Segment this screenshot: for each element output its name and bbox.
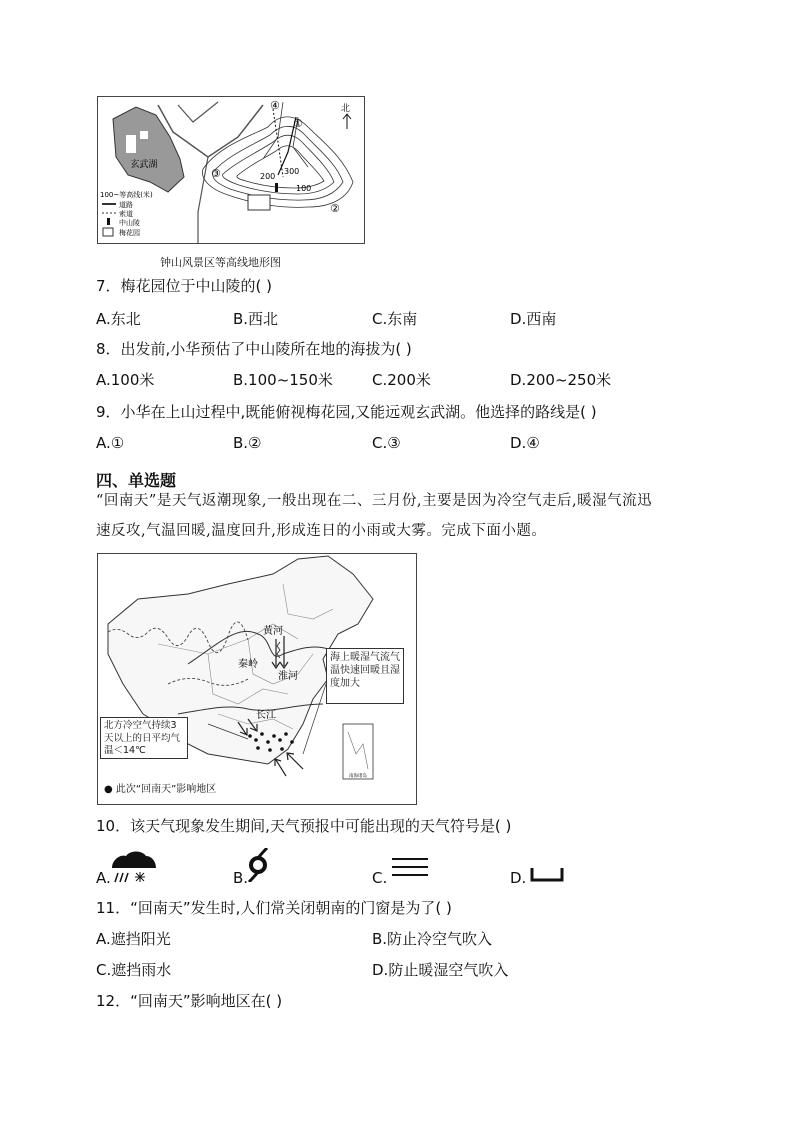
map-legend <box>100 190 153 237</box>
snow-depth-icon <box>530 866 564 882</box>
inset-label: 南海诸岛 <box>349 774 367 779</box>
contour-line <box>223 135 334 194</box>
contour-line <box>237 146 324 188</box>
road <box>178 102 218 122</box>
q9-option-b[interactable]: B.② <box>233 434 262 452</box>
china-weather-map <box>97 553 417 805</box>
label-yangtze: 长江 <box>256 710 276 721</box>
q10-option-b[interactable] <box>233 848 293 888</box>
plum-garden-marker <box>248 195 270 210</box>
q11-option-d[interactable]: D.防止暖湿空气吹入 <box>372 961 509 979</box>
fog-icon <box>390 856 430 878</box>
legend-garden: 梅花园 <box>119 229 140 237</box>
legend-mausoleum: 中山陵 <box>119 219 140 227</box>
cold-air-callout <box>100 717 188 759</box>
q8-option-c[interactable]: C.200米 <box>372 371 431 389</box>
passage-line-1: “回南天”是天气返潮现象,一般出现在二、三月份,主要是因为冷空气走后,暖湿气流迅 <box>96 493 653 509</box>
contour-map-svg <box>98 97 364 243</box>
typhoon-icon <box>245 848 271 882</box>
label-qinling: 秦岭 <box>238 659 258 670</box>
legend-road: 道路 <box>119 201 133 209</box>
q7-option-d[interactable]: D.西南 <box>510 310 557 328</box>
question-9-stem: 9．小华在上山过程中,既能俯视梅花园,又能远观玄武湖。他选择的路线是( ) <box>96 403 597 421</box>
xuanwu-lake <box>113 107 184 192</box>
q8-option-a[interactable]: A.100米 <box>96 371 155 389</box>
mausoleum-marker <box>275 183 278 192</box>
q10-option-d[interactable] <box>510 848 580 888</box>
legend-mausoleum-symbol <box>107 218 110 225</box>
question-11-stem: 11．“回南天”发生时,人们常关闭朝南的门窗是为了( ) <box>96 899 452 917</box>
section-title: 四、单选题 <box>96 471 177 490</box>
q10-option-b-letter: B. <box>233 869 249 887</box>
route-marker-3: ③ <box>211 167 221 180</box>
q10-option-a-letter: A. <box>96 869 111 887</box>
question-7-stem: 7．梅花园位于中山陵的( ) <box>96 277 273 295</box>
q11-option-c[interactable]: C.遮挡雨水 <box>96 961 172 979</box>
legend-contour: 100~等高线(米) <box>100 191 153 199</box>
q8-option-b[interactable]: B.100~150米 <box>233 371 333 389</box>
label-yellow-river: 黄河 <box>263 626 283 637</box>
legend-garden-symbol <box>103 228 113 236</box>
q10-option-c-letter: C. <box>372 869 388 887</box>
question-12-stem: 12．“回南天”影响地区在( ) <box>96 992 283 1010</box>
warm-air-callout-text: 海上暖湿气流气温快速回暖且湿度加大 <box>330 652 400 689</box>
question-8-stem: 8．出发前,小华预估了中山陵所在地的海拔为( ) <box>96 340 412 358</box>
q7-option-c[interactable]: C.东南 <box>372 310 418 328</box>
q8-option-d[interactable]: D.200~250米 <box>510 371 612 389</box>
contour-label-200: 200 <box>260 172 276 181</box>
q7-option-a[interactable]: A.东北 <box>96 310 141 328</box>
route-marker-2: ② <box>330 202 340 215</box>
lake-island <box>126 135 136 153</box>
q9-option-d[interactable]: D.④ <box>510 434 540 452</box>
label-huaihe: 淮河 <box>278 671 298 682</box>
q9-option-a[interactable]: A.① <box>96 434 125 452</box>
q10-option-a[interactable] <box>96 848 176 888</box>
warm-air-callout <box>326 648 404 704</box>
question-10-stem: 10．该天气现象发生期间,天气预报中可能出现的天气符号是( ) <box>96 817 512 835</box>
legend-cable: 索道 <box>119 210 133 218</box>
lake-label: 玄武湖 <box>130 160 158 170</box>
map1-caption: 钟山风景区等高线地形图 <box>160 256 281 269</box>
route-marker-4: ④ <box>270 99 280 112</box>
contour-label-100: 100 <box>296 184 312 193</box>
q7-option-b[interactable]: B.西北 <box>233 310 279 328</box>
q10-option-c[interactable] <box>372 848 442 888</box>
passage-line-2: 速反攻,气温回暖,温度回升,形成连日的小雨或大雾。完成下面小题。 <box>96 523 547 539</box>
q9-option-c[interactable]: C.③ <box>372 434 401 452</box>
north-arrow-icon <box>343 114 351 129</box>
cold-air-callout-text: 北方冷空气持续3天以上的日平均气温＜14℃ <box>104 720 181 756</box>
rain-sleet-icon <box>110 848 158 888</box>
zhongshan-contour-map <box>97 96 365 244</box>
north-label: 北 <box>341 104 351 114</box>
q11-option-a[interactable]: A.遮挡阳光 <box>96 930 171 948</box>
route-marker-1: ① <box>293 117 303 130</box>
q11-option-b[interactable]: B.防止冷空气吹入 <box>372 930 493 948</box>
contour-label-300: 300 <box>284 167 300 176</box>
lake-island <box>140 131 148 139</box>
q10-option-d-letter: D. <box>510 869 527 887</box>
map2-legend: ● 此次“回南天”影响地区 <box>104 784 217 795</box>
